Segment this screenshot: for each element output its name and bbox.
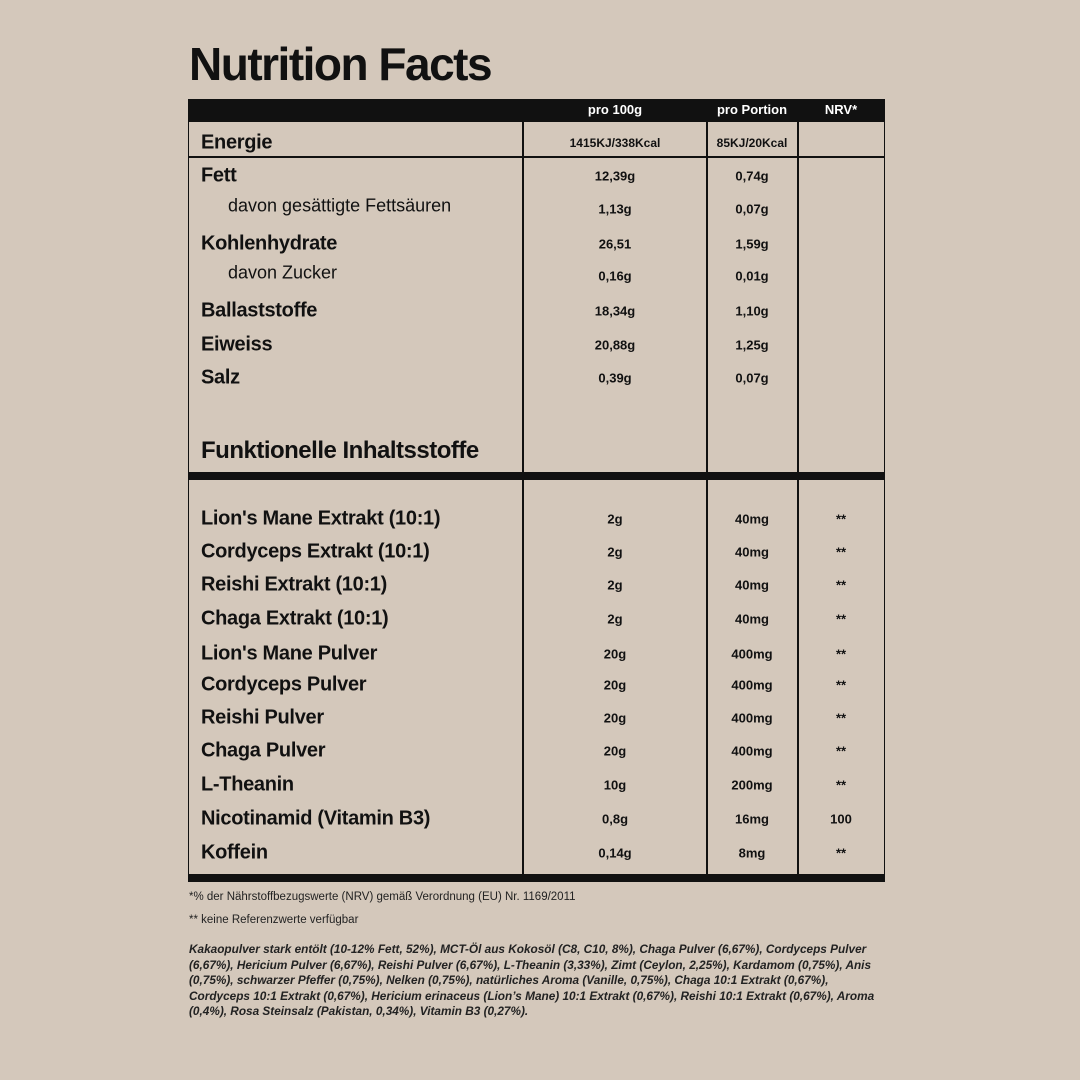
column-header-nrv: NRV*: [824, 102, 858, 117]
value-per-portion: 0,07g: [735, 201, 769, 217]
value-per-100g: 12,39g: [594, 168, 636, 184]
value-per-100g: 1,13g: [598, 201, 632, 217]
value-nrv: **: [835, 577, 847, 593]
footnote-no-reference: ** keine Referenzwerte verfügbar: [189, 914, 359, 926]
row-label: L-Theanin: [201, 773, 294, 796]
row-label: Lion's Mane Pulver: [201, 642, 378, 665]
page-title: Nutrition Facts: [189, 38, 492, 90]
row-label: Reishi Extrakt (10:1): [201, 573, 387, 596]
value-per-portion: 85KJ/20Kcal: [716, 136, 788, 150]
value-nrv: 100: [830, 811, 852, 827]
section-rule: [189, 472, 884, 480]
value-per-portion: 0,74g: [735, 168, 769, 184]
column-header-per-portion: pro Portion: [716, 102, 788, 117]
column-header-per-100g: pro 100g: [587, 102, 643, 117]
value-per-portion: 0,01g: [735, 268, 769, 284]
column-divider: [706, 120, 708, 473]
value-per-portion: 40mg: [735, 544, 769, 560]
row-label: Energie: [201, 131, 273, 154]
value-per-portion: 400mg: [731, 677, 773, 693]
value-per-100g: 0,8g: [601, 811, 629, 827]
value-per-100g: 20g: [603, 710, 627, 726]
row-label: Cordyceps Extrakt (10:1): [201, 540, 430, 563]
row-label: Lion's Mane Extrakt (10:1): [201, 507, 441, 530]
row-label: Nicotinamid (Vitamin B3): [201, 807, 431, 830]
value-nrv: **: [835, 845, 847, 861]
column-divider: [797, 120, 799, 473]
row-label: Reishi Pulver: [201, 706, 324, 729]
value-nrv: **: [835, 544, 847, 560]
value-nrv: **: [835, 611, 847, 627]
value-per-100g: 20g: [603, 677, 627, 693]
header-rule: [189, 120, 884, 122]
value-per-100g: 26,51: [598, 236, 632, 252]
row-label: Chaga Pulver: [201, 739, 326, 762]
row-label: Chaga Extrakt (10:1): [201, 607, 389, 630]
value-per-portion: 40mg: [735, 577, 769, 593]
value-per-portion: 8mg: [738, 845, 766, 861]
value-nrv: **: [835, 511, 847, 527]
value-per-portion: 16mg: [735, 811, 769, 827]
value-per-portion: 1,59g: [735, 236, 769, 252]
value-per-100g: 0,39g: [598, 370, 632, 386]
row-label: Eiweiss: [201, 333, 273, 356]
value-per-100g: 0,14g: [598, 845, 632, 861]
value-per-100g: 18,34g: [594, 303, 636, 319]
value-per-portion: 400mg: [731, 710, 773, 726]
value-per-100g: 2g: [607, 611, 623, 627]
value-nrv: **: [835, 777, 847, 793]
value-nrv: **: [835, 710, 847, 726]
nutrition-table: [188, 99, 885, 882]
energy-rule: [189, 156, 884, 158]
value-nrv: **: [835, 743, 847, 759]
value-per-100g: 2g: [607, 511, 623, 527]
column-divider: [706, 480, 708, 874]
row-label: Cordyceps Pulver: [201, 673, 367, 696]
row-label: Koffein: [201, 841, 268, 864]
row-label: davon gesättigte Fettsäuren: [228, 195, 452, 216]
value-per-portion: 400mg: [731, 646, 773, 662]
column-divider: [522, 120, 524, 473]
value-per-100g: 10g: [603, 777, 627, 793]
table-header: [189, 99, 884, 120]
functional-heading: Funktionelle Inhaltsstoffe: [201, 437, 479, 464]
value-per-100g: 0,16g: [598, 268, 632, 284]
value-per-portion: 40mg: [735, 611, 769, 627]
value-per-100g: 20g: [603, 646, 627, 662]
value-nrv: **: [835, 646, 847, 662]
row-label: Fett: [201, 164, 237, 187]
value-per-portion: 1,25g: [735, 337, 769, 353]
column-divider: [797, 480, 799, 874]
ingredients-list: Kakaopulver stark entölt (10-12% Fett, 52%), MCT-Öl aus Kokosöl (C8, C10, 8%), Chaga Pulver (6,67%), Cordyceps Pulver (6,67%), Hericium Pulver (6,67%), Reishi Pulver (6,67%), L-Theanin (3,33%), Zimt (Ceylon, 2,25%), Kardamom (0,75%), Anis (0,75%), schwarzer Pfeffer (0,75%), Nelken (0,75%), natürliches Aroma (Vanille, 0,75%), Chaga 10:1 Extrakt (0,67%), Cordyceps 10:1 Extrakt (0,67%), Hericium erinaceus (Lion’s Mane) 10:1 Extrakt (0,67%), Reishi 10:1 Extrakt (0,67%), Aroma (0,4%), Rosa Steinsalz (Pakistan, 0,34%), Vitamin B3 (0,27%).: [189, 942, 875, 1019]
value-per-portion: 40mg: [735, 511, 769, 527]
row-label: Kohlenhydrate: [201, 232, 338, 255]
footnote-nrv: *% der Nährstoffbezugswerte (NRV) gemäß Verordnung (EU) Nr. 1169/2011: [189, 891, 576, 903]
value-per-100g: 1415KJ/338Kcal: [569, 136, 661, 150]
value-per-portion: 1,10g: [735, 303, 769, 319]
value-per-100g: 20,88g: [594, 337, 636, 353]
value-per-portion: 200mg: [731, 777, 773, 793]
bottom-rule: [189, 874, 884, 882]
row-label: Ballaststoffe: [201, 299, 318, 322]
value-per-100g: 20g: [603, 743, 627, 759]
value-nrv: **: [835, 677, 847, 693]
value-per-100g: 2g: [607, 577, 623, 593]
value-per-portion: 400mg: [731, 743, 773, 759]
value-per-100g: 2g: [607, 544, 623, 560]
column-divider: [522, 480, 524, 874]
value-per-portion: 0,07g: [735, 370, 769, 386]
row-label: Salz: [201, 366, 240, 389]
row-label: davon Zucker: [228, 262, 338, 283]
